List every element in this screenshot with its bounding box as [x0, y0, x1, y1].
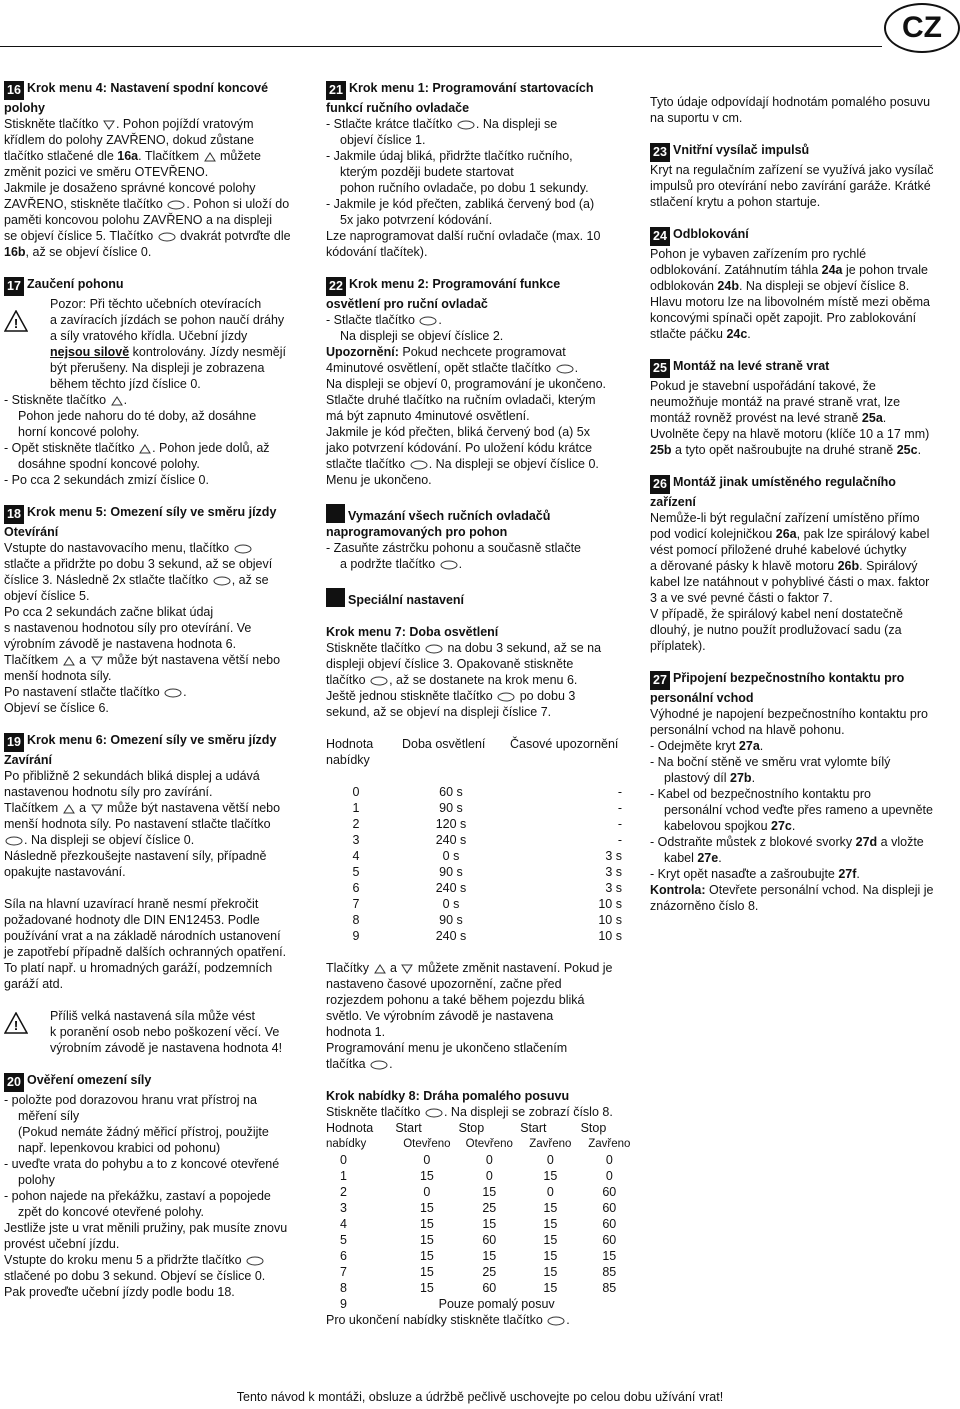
table-row: 8 15 60 15 85 [340, 1281, 617, 1295]
oval-button-icon [425, 644, 443, 654]
section-menu-8: Krok nabídky 8: Dráha pomalého posuvu Stiskněte tlačítko . Na displeji se zobrazí číslo 8. Hodnota Start Stop Start Stop nabídky Otevřeno Otevřeno Zavřeno Zavřeno 0 0 0 0 0 1 15 0 15 0 2 0 15 0 60 3 15 25 15 60 4 15 15 15 60 5 15 60 15 60 6 15 15 15 15 7 15 25 15 85 8 15 60 15 85 9 Pouze pomalý posuv Pro ukončení nabídky stiskněte tlačítko . [326, 1088, 638, 1328]
section-marker [326, 588, 345, 607]
step-number: 25 [650, 359, 670, 378]
table-row: 8 90 s 10 s [352, 913, 622, 927]
oval-button-icon [5, 836, 23, 846]
table-row: 5 15 60 15 60 [340, 1233, 617, 1247]
column-left [4, 80, 310, 1300]
oval-button-icon [164, 688, 182, 698]
section-18: 18 Krok menu 5: Omezení síly ve směru jízdy Otevírání Vstupte do nastavovacího menu, tlačítko stlačte a přidržte po dobu 3 sekund, až se objeví číslice 3. Následně 2x stlačte tlačítko , až se objeví číslice 5. Po cca 2 sekundách začne blikat údaj s nastavenou hodnotou síly pro otevírání. Ve výrobním závodě je nastavena hodnota 6. Tlačítkem a může být nastavena větší nebo menší hodnota síly. Po nastavení stlačte tlačítko . Objeví se číslice 6. [4, 505, 281, 715]
section-21: 21 Krok menu 1: Programování startovacích funkcí ručního ovladače - Stlačte krátce tlačítko . Na displeji se objeví číslice 1. - Jakmile údaj bliká, přidržte tlačítko ručního, kterým později budete startovat pohon ručního ovladače, po dobu 1 sekundy. - Jakmile je kód přečten, zabliká červený bod (a) 5x jako potvrzení kódování. Lze naprogramovat další ruční ovladače (max. 10 kódování tlačítek). [326, 81, 601, 259]
table-header: nabídky Otevřeno Otevřeno Zavřeno Zavřeno [326, 1138, 631, 1150]
section-19: 19 Krok menu 6: Omezení síly ve směru jízdy Zavírání Po přibližně 2 sekundách bliká displej a udává nastavenou hodnotu síly pro zavírání. Tlačítkem a může být nastavena větší nebo menší hodnota síly. Po nastavení stlačte tlačítko . Na displeji se objeví číslice 0. Následně přezkoušejte nastavení síly, případně opakujte nastavování. Síla na hlavní uzavírací hraně nesmí překročit požadované hodnoty dle DIN EN12453. Podle používání vrat a na základě národních ustanovení je zapotřebí případně dalších ochranných opatření. To platí např. u hromadných garáží, podzemních garáží atd. ! Příliš velká nastavená síla může vést k poranění osob nebo poškození věcí. Ve výrobním závodě je nastavena hodnota 4! [4, 733, 287, 1055]
step-number: 20 [4, 1073, 24, 1092]
language-badge: CZ [884, 3, 960, 53]
table-row: 2 0 15 0 60 [340, 1185, 617, 1199]
warning-icon [4, 296, 32, 392]
oval-button-icon [547, 1316, 565, 1326]
table-row: 9 Pouze pomalý posuv [340, 1297, 555, 1311]
section-23: 23 Vnitřní vysílač impulsů Kryt na regulačním zařízení se využívá jako vysílač impulsů pro otevírání nebo zavírání garáže. Krátké stlačení krytu a pohon startuje. [650, 143, 934, 209]
section-24: 24 Odblokování Pohon je vybaven zařízením pro rychlé odblokování. Zatáhnutím táhla 24a je pohon trvale odblokován 24b. Na displeji se objeví číslice 8. Hlavu motoru lze na libovolném místě mezi oběma koncovými spínači opět zapojit. Pro zablokování stlačte páčku 24c. [650, 227, 930, 341]
table-header: Hodnota nabídky Doba osvětlení Časové upozornění [326, 737, 619, 767]
section-marker [326, 504, 345, 523]
arrow-up-icon [139, 444, 151, 454]
oval-button-icon [167, 200, 185, 210]
oval-button-icon [410, 460, 428, 470]
svg-text:!: ! [13, 1018, 19, 1033]
oval-button-icon [440, 560, 458, 570]
oval-button-icon [213, 576, 231, 586]
svg-text:!: ! [13, 316, 19, 331]
table-row: 2 120 s - [352, 817, 622, 831]
oval-button-icon [158, 232, 176, 242]
section-26: 26 Montáž jinak umístěného regulačního zařízení Nemůže-li být regulační zařízení umístěno přímo pod vodicí kolejničkou 26a, pak lze spirálový kabel vést pomocí přiložené druhé kabelové úchytky a děrované pásky k hlavě motoru 26b. Spirálový kabel lze natáhnout v pohyblivé části o max. faktor 3 a ve své pevné části o faktor 7. V případě, že spirálový kabel není dostatečně dlouhý, je nutno použít prodlužovací sadu (za příplatek). [650, 475, 930, 653]
arrow-down-icon [91, 656, 103, 666]
step-number: 17 [4, 277, 24, 296]
arrow-up-icon [63, 804, 75, 814]
section-27: 27 Připojení bezpečnostního kontaktu pro personální vchod Výhodné je napojení bezpečnostního kontaktu pro personální vchod na hlavě pohonu. - Odejměte kryt 27a. - Na boční stěně ve směru vrat vylomte bílý plastový díl 27b. - Kabel od bezpečnostního kontaktu pro personální vchod veďte přes rameno a upevněte kabelovou spojkou 27c. - Odstraňte můstek z blokové svorky 27d a vložte kabel 27e. - Kryt opět nasaďte a zašroubujte 27f. Kontrola: Otevřete personální vchod. Na displeji je znázorněno číslo 8. [650, 671, 934, 913]
table-row: 6 240 s 3 s [352, 881, 622, 895]
column-right: Tyto údaje odpovídají hodnotám pomalého posuvu na suportu v cm. 23 Vnitřní vysílač impulsů Kryt na regulačním zařízení se využívá jako vysílač impulsů pro otevírání nebo zavírání garáže. Krátké stlačení krytu a pohon startuje. 24 Odblokování Pohon je vybaven zařízením pro rychlé odblokování. Zatáhnutím táhla 24a je pohon trvale odblokován 24b. Na displeji se objeví číslice 8. Hlavu motoru lze na libovolném místě mezi oběma koncovými spínači opět zapojit. Pro zablokování stlačte páčku 24c. 25 Montáž na levé straně vrat Pokud je stavební uspořádání takové, že neumožňuje montáž na pravé straně vrat, lze montáž rovněž provést na levé straně 25a. Uvolněte čepy na hlavě motoru (klíče 10 a 17 mm) 25b a tyto opět našroubujte na druhé straně 25c. 26 Montáž jinak umístěného regulačního zařízení Nemůže-li být regulační zařízení umístěno přímo pod vodicí kolejničkou 26a, pak lze spirálový kabel vést pomocí přiložené druhé kabelové úchytky a děrované pásky k hlavě motoru 26b. Spirálový kabel lze natáhnout v pohyblivé části o max. faktor 3 a ve své pevné části o faktor 7. V případě, že spirálový kabel není dostatečně dlouhý, je nutno použít prodlužovací sadu (za příplatek). 27 Připojení bezpečnostního kontaktu pro personální vchod Výhodné je napojení bezpečnostního kontaktu pro personální vchod na hlavě pohonu. - Odejměte kryt 27a. - Na boční stěně ve směru vrat vylomte bílý plastový díl 27b. - Kabel od bezpečnostního kontaktu pro personální vchod veďte přes rameno a upevněte kabelovou spojkou 27c. - Odstraňte můstek z blokové svorky 27d a vložte kabel 27e. - Kryt opět nasaďte a zašroubujte 27f. Kontrola: Otevřete personální vchod. Na displeji je znázorněno číslo 8. [650, 94, 958, 914]
step-number: 18 [4, 505, 24, 524]
arrow-down-icon [401, 964, 413, 974]
step-number: 27 [650, 671, 670, 690]
section-special-settings: Speciální nastavení [326, 588, 638, 608]
section-17: 17 Zaučení pohonu ! Pozor: Při těchto učebních otevíracích a zavíracích jízdách se pohon naučí dráhy a síly vratového křídla. Učební jízdy nejsou silově kontrolovány. Jízdy nesmějí být přerušeny. Na displeji je zobrazena během těchto jízd číslice 0. - Stiskněte tlačítko . Pohon jede nahoru do té doby, až dosáhne horní koncové polohy. - Opět stiskněte tlačítko . Pohon jede dolů, až dosáhne spodní koncové polohy. - Po cca 2 sekundách zmizí číslice 0. [4, 277, 286, 487]
table-row: 4 0 s 3 s [352, 849, 622, 863]
table-row: 7 15 25 15 85 [340, 1265, 617, 1279]
section-25: 25 Montáž na levé straně vrat Pokud je stavební uspořádání takové, že neumožňuje montáž na pravé straně vrat, lze montáž rovněž provést na levé straně 25a. Uvolněte čepy na hlavě motoru (klíče 10 a 17 mm) 25b a tyto opět našroubujte na druhé straně 25c. [650, 359, 930, 457]
table-row: 1 15 0 15 0 [340, 1169, 613, 1183]
table-row: 9 240 s 10 s [352, 929, 622, 943]
table-row: 0 0 0 0 0 [340, 1153, 613, 1167]
step-number: 16 [4, 81, 24, 100]
oval-button-icon [234, 544, 252, 554]
step-number: 22 [326, 277, 346, 296]
arrow-down-icon [91, 804, 103, 814]
step-number: 26 [650, 475, 670, 494]
table-row: 1 90 s - [352, 801, 622, 815]
section-16: 16 Krok menu 4: Nastavení spodní koncové polohy Stiskněte tlačítko . Pohon pojíždí vratovým křídlem do polohy ZAVŘENO, dokud zůstane tlačítko stlačené dle 16a. Tlačítkem můžete změnit pozici ve směru OTEVŘENO. Jakmile je dosaženo správné koncové polohy ZAVŘENO, stiskněte tlačítko . Pohon si uloží do paměti koncovou polohu ZAVŘENO a na displeji se objeví číslice 5. Tlačítko dvakrát potvrďte dle 16b, až se objeví číslice 0. [4, 81, 291, 259]
table-row: 4 15 15 15 60 [340, 1217, 617, 1231]
oval-button-icon [370, 1060, 388, 1070]
step-number: 23 [650, 143, 670, 162]
arrow-down-icon [103, 120, 115, 130]
oval-button-icon [556, 364, 574, 374]
section-delete-remotes: Vymazání všech ručních ovladačů naprogramovaných pro pohon - Zasuňte zástrčku pohonu a současně stlačte a podržte tlačítko . [326, 504, 638, 572]
step-number: 21 [326, 81, 346, 100]
arrow-up-icon [374, 964, 386, 974]
table-row: 3 240 s - [352, 833, 622, 847]
step-number: 24 [650, 227, 670, 246]
footer-note: Tento návod k montáži, obsluze a údržbě pečlivě uschovejte po celou dobu užívání vrat! [236, 1390, 724, 1404]
table-row: 7 0 s 10 s [352, 897, 622, 911]
table-header: Hodnota Start Stop Start Stop [326, 1121, 607, 1135]
section-title: Zaučení pohonu [27, 277, 124, 291]
table-row: 5 90 s 3 s [352, 865, 622, 879]
oval-button-icon [497, 692, 515, 702]
table-row: 3 15 25 15 60 [340, 1201, 617, 1215]
section-22: 22 Krok menu 2: Programování funkce osvětlení pro ruční ovladač - Stlačte tlačítko . Na displeji se objeví číslice 2. Upozornění: Pokud nechcete programovat 4minutové osvětlení, opět stlačte tlačítko . Na displeji se objeví 0, programování je ukončeno. Stlačte druhé tlačítko na ručním ovladači, kterým má být zapnuto 4minutové osvětlení. Jakmile je kód přečten, bliká červený bod (a) 5x jako potvrzení kódování. Po uložení kódu krátce stlačte tlačítko . Na displeji se objeví číslice 0. Menu je ukončeno. [326, 277, 607, 487]
oval-button-icon [419, 316, 437, 326]
arrow-up-icon [111, 396, 123, 406]
table-row: 0 60 s - [352, 785, 622, 799]
slow-travel-table [326, 1120, 638, 1312]
oval-button-icon [457, 120, 475, 130]
section-20: 20 Ověření omezení síly - položte pod dorazovou hranu vrat přístroj na měření síly (Pokud nemáte žádný měřicí přístroj, použijte např. lepenkovou krabici od pohonu) - uveďte vrata do pohybu a to z koncové otevřené polohy - pohon najede na překážku, zastaví a popojede zpět do koncové otevřené polohy. Jestliže jste u vrat měnili pružiny, pak musíte znovu provést učební jízdu. Vstupte do kroku menu 5 a přidržte tlačítko stlačené po dobu 3 sekund. Objeví se číslice 0. Pak proveďte učební jízdy podle bodu 18. [4, 1073, 288, 1299]
step-number: 19 [4, 733, 24, 752]
header-rule [0, 46, 882, 47]
table-row: 6 15 15 15 15 [340, 1249, 617, 1263]
warning-icon [4, 1008, 32, 1056]
oval-button-icon [246, 1256, 264, 1266]
oval-button-icon [370, 676, 388, 686]
column-middle [326, 80, 638, 1328]
oval-button-icon [425, 1108, 443, 1118]
section-title: Krok menu 4: Nastavení spodní koncové polohy [4, 81, 269, 115]
arrow-up-icon [63, 656, 75, 666]
arrow-up-icon [204, 152, 216, 162]
light-duration-rows [326, 784, 622, 944]
light-duration-table [326, 736, 638, 784]
section-menu-7: Krok menu 7: Doba osvětlení Stiskněte tlačítko na dobu 3 sekund, až se na displeji objeví číslice 3. Opakovaně stiskněte tlačítko , až se dostanete na krok menu 6. Ještě jednou stiskněte tlačítko po dobu 3 sekund, až se objeví na displeji číslice 7. Hodnota nabídky Doba osvětlení Časové upozornění 0 60 s - 1 90 s - 2 120 s - 3 240 s - 4 0 s 3 s 5 90 s 3 s 6 240 s 3 s 7 0 s 10 s 8 90 s 10 s 9 240 s 10 s Tlačítky a můžete změnit nastavení. Pokud je nastaveno časové upozornění, začne před rozjezdem pohonu a také během pojezdu bliká světlo. Ve výrobním závodě je nastavena hodnota 1. Programování menu je ukončeno stlačením tlačítka . [326, 624, 638, 1072]
